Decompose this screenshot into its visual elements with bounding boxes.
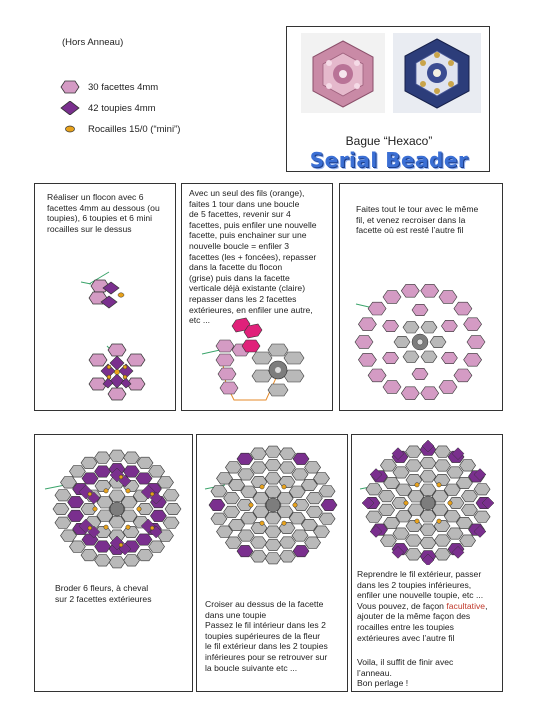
grey-facet-bead	[238, 530, 254, 541]
grey-facet-bead	[149, 541, 165, 552]
grey-facet-bead	[265, 526, 281, 537]
step-text-6-closing: Voila, il suffit de finir avec l’anneau. Bon perlage !	[357, 657, 454, 689]
step-text-5: Croiser au dessus de la facette dans une toupie Passez le fil intérieur dans les 2 toupies supérieures de la fleur le fil extérieur dans les 2 toupies inférieures pour se retrouver sur la boucle suivante etc ...	[205, 599, 328, 673]
orange-rocaille-bead	[137, 507, 141, 511]
grey-facet-bead	[217, 473, 233, 484]
grey-facet-bead	[379, 490, 395, 501]
center-bead	[421, 496, 435, 510]
pink-facet-bead	[412, 304, 428, 315]
grey-facet-bead	[124, 555, 140, 566]
grey-facet-bead	[137, 457, 153, 468]
grey-facet-bead	[474, 511, 490, 522]
grey-facet-bead	[61, 477, 77, 488]
grey-facet-bead	[380, 460, 396, 471]
grey-facet-bead	[224, 506, 240, 517]
center-bead	[110, 502, 124, 516]
pink-facet-bead	[421, 284, 439, 297]
legend-label: 42 toupies 4mm	[88, 102, 156, 114]
grey-facet-bead	[314, 526, 330, 537]
grey-facet-bead	[444, 484, 460, 495]
grey-facet-bead	[306, 492, 322, 503]
orange-rocaille-bead	[293, 503, 297, 507]
step-text-4: Broder 6 fleurs, à cheval sur 2 facettes extérieures	[55, 583, 152, 604]
pink-facet-bead	[383, 320, 399, 331]
grey-facet-bead	[384, 477, 400, 488]
purple-toupie-bead	[237, 545, 253, 556]
purple-toupie-bead	[321, 499, 337, 510]
legend-label: Rocailles 15/0 (“mini”)	[88, 123, 181, 135]
center-bead	[266, 498, 280, 512]
grey-facet-bead	[406, 549, 422, 560]
grey-facet-bead	[225, 462, 241, 473]
pink-facet-bead	[358, 353, 376, 366]
grey-facet-bead	[109, 450, 125, 461]
title-box	[286, 26, 490, 172]
grey-facet-bead	[394, 336, 410, 347]
grey-facet-bead	[251, 462, 267, 473]
pink-facet-bead	[439, 291, 457, 304]
purple-toupie-icon	[60, 101, 80, 115]
grey-facet-bead	[251, 522, 267, 533]
grey-facet-bead	[229, 479, 245, 490]
pink-facet-bead	[383, 291, 401, 304]
grey-facet-bead	[421, 351, 437, 362]
legend-item-facette	[60, 80, 158, 94]
step-text-2: Avec un seul des fils (orange), faites 1 tour dans une boucle de 5 facettes, revenir sur 4 facettes, puis enfiler une nouvelle facette, puis enchainer sur une nouvelle boucle = enfiler 3 facettes (les + foncées), repasser dans la facette du flocon (grise) puis dans la facette verticale déjà existante (claire) repasser dans les 2 facettes extérieures, en enfiler une autre, etc ...	[189, 188, 317, 326]
step-5-diagram	[203, 439, 343, 571]
pink-facet-bead	[358, 318, 376, 331]
grey-facet-bead	[69, 541, 85, 552]
grey-facet-bead	[279, 537, 295, 548]
grey-facet-bead	[265, 473, 281, 484]
grey-facet-bead	[406, 446, 422, 457]
purple-toupie-bead	[68, 496, 84, 507]
grey-facet-bead	[435, 549, 451, 560]
grey-facet-bead	[279, 462, 295, 473]
step-box-6	[351, 434, 503, 692]
grey-facet-bead	[163, 517, 179, 528]
grey-facet-bead	[280, 551, 296, 562]
grey-facet-bead	[265, 553, 281, 564]
grey-facet-bead	[81, 549, 97, 560]
ring-caption: Bague “Hexaco”	[345, 134, 433, 148]
grey-facet-bead	[251, 551, 267, 562]
grey-facet-bead	[434, 474, 450, 485]
grey-facet-bead	[69, 466, 85, 477]
grey-facet-bead	[406, 474, 422, 485]
step-box-1	[34, 183, 176, 411]
grey-facet-bead	[137, 549, 153, 560]
orange-rocaille-bead	[126, 489, 130, 493]
thread-line	[45, 485, 65, 489]
grey-facet-bead	[225, 537, 241, 548]
grey-facet-bead	[265, 539, 281, 550]
step-text-6: Reprendre le fil extérieur, passer dans les 2 toupies inférieures, enfiler une nouvelle toupie, etc ... Vous pouvez, de façon facultative, ajouter de la même façon des rocailles entre les toupies extérieures avec l’autre fil	[357, 569, 488, 643]
pink-facet-bead	[368, 302, 386, 315]
grey-facet-bead	[420, 537, 436, 548]
pink-facet-bead	[441, 352, 457, 363]
grey-facet-bead	[55, 517, 71, 528]
grey-facet-bead	[319, 486, 335, 497]
purple-toupie-bead	[293, 545, 309, 556]
grey-facet-bead	[406, 520, 422, 531]
purple-toupie-bead	[136, 534, 152, 545]
grey-facet-bead	[420, 471, 436, 482]
grey-facet-bead	[211, 513, 227, 524]
hors-anneau-note: (Hors Anneau)	[62, 37, 124, 48]
pink-facet-bead	[401, 387, 419, 400]
orange-rocaille-bead	[404, 501, 408, 505]
pink-facet-bead	[421, 387, 439, 400]
blue-ring-photo	[393, 33, 481, 113]
purple-toupie-bead	[293, 453, 309, 464]
step-6-diagram	[358, 439, 498, 565]
grey-facet-bead	[460, 460, 476, 471]
legend-label: 30 facettes 4mm	[88, 81, 159, 93]
step-text-3: Faites tout le tour avec le même fil, et venez recroiser dans la facette où est resté l’autre fil	[356, 204, 479, 236]
purple-toupie-bead	[237, 453, 253, 464]
grey-facet-bead	[279, 476, 295, 487]
serial-beader-logo: Serial Beader	[309, 148, 469, 172]
grey-facet-bead	[301, 479, 317, 490]
legend-item-rocaille	[60, 122, 180, 136]
grey-facet-bead	[95, 452, 111, 463]
grey-facet-bead	[403, 322, 419, 333]
grey-facet-bead	[461, 490, 477, 501]
grey-facet-bead	[265, 459, 281, 470]
step-2-diagram	[186, 314, 332, 408]
pink-facet-bead	[454, 302, 472, 315]
pink-facet-bead	[467, 336, 485, 349]
grey-facet-bead	[447, 528, 463, 539]
orange-rocaille-bead	[415, 483, 419, 487]
step-3-ring-diagram	[352, 280, 496, 408]
grey-facet-bead	[319, 513, 335, 524]
pink-facet-icon	[60, 80, 80, 94]
grey-facet-bead	[403, 351, 419, 362]
pink-facet-bead	[401, 284, 419, 297]
grey-facet-bead	[301, 519, 317, 530]
orange-rocaille-bead	[93, 507, 97, 511]
facultative-highlight: facultative	[446, 600, 486, 611]
grey-facet-bead	[435, 446, 451, 457]
orange-rocaille-bead	[415, 519, 419, 523]
grey-facet-bead	[124, 452, 140, 463]
step-text-1: Réaliser un flocon avec 6 facettes 4mm au dessous (ou toupies), 6 toupies et 6 mini rocailles sur le dessus	[47, 192, 160, 234]
grey-facet-bead	[149, 466, 165, 477]
grey-facet-bead	[421, 322, 437, 333]
center-hole	[417, 339, 423, 345]
grey-facet-bead	[406, 535, 422, 546]
grey-facet-bead	[430, 336, 446, 347]
grey-facet-bead	[53, 503, 69, 514]
orange-rocaille-bead	[126, 525, 130, 529]
grey-facet-bead	[406, 460, 422, 471]
orange-rocaille-bead	[448, 501, 452, 505]
grey-facet-bead	[366, 511, 382, 522]
grey-facet-bead	[460, 535, 476, 546]
pink-facet-bead	[355, 336, 373, 349]
pink-facet-bead	[464, 318, 482, 331]
grey-facet-bead	[265, 486, 281, 497]
orange-rocaille-bead	[104, 489, 108, 493]
grey-facet-bead	[279, 522, 295, 533]
grey-facet-bead	[434, 520, 450, 531]
purple-toupie-bead	[150, 510, 166, 521]
grey-facet-bead	[393, 528, 409, 539]
grey-facet-bead	[81, 457, 97, 468]
grey-facet-bead	[95, 480, 111, 491]
grey-facet-bead	[456, 477, 472, 488]
orange-rocaille-bead	[119, 543, 123, 547]
pink-facet-bead	[368, 369, 386, 382]
grey-facet-bead	[384, 517, 400, 528]
grey-facet-bead	[396, 484, 412, 495]
orange-rocaille-icon	[60, 122, 80, 136]
grey-facet-bead	[420, 524, 436, 535]
step-box-3	[339, 183, 503, 411]
purple-toupie-bead	[82, 473, 98, 484]
purple-toupie-bead	[209, 499, 225, 510]
orange-rocaille-bead	[88, 492, 92, 496]
grey-facet-bead	[447, 467, 463, 478]
orange-rocaille-bead	[260, 521, 264, 525]
grey-facet-bead	[265, 446, 281, 457]
orange-rocaille-bead	[260, 485, 264, 489]
orange-rocaille-bead	[150, 526, 154, 530]
grey-facet-bead	[456, 517, 472, 528]
grey-facet-bead	[229, 519, 245, 530]
purple-toupie-bead	[136, 473, 152, 484]
grey-facet-bead	[251, 476, 267, 487]
grey-facet-bead	[306, 506, 322, 517]
grey-facet-bead	[434, 460, 450, 471]
pink-facet-bead	[412, 368, 428, 379]
orange-rocaille-bead	[282, 485, 286, 489]
grey-facet-bead	[420, 457, 436, 468]
step-1-diagram	[79, 262, 169, 402]
pink-facet-bead	[441, 320, 457, 331]
orange-rocaille-bead	[437, 519, 441, 523]
grey-facet-bead	[380, 535, 396, 546]
orange-rocaille-bead	[249, 503, 253, 507]
step-box-2	[181, 183, 333, 411]
legend-item-toupie	[60, 101, 156, 115]
grey-facet-bead	[434, 535, 450, 546]
grey-facet-bead	[292, 530, 308, 541]
grey-facet-bead	[474, 484, 490, 495]
grey-facet-bead	[305, 537, 321, 548]
grey-facet-bead	[238, 469, 254, 480]
grey-facet-bead	[420, 484, 436, 495]
grey-facet-bead	[251, 448, 267, 459]
pink-facet-bead	[383, 352, 399, 363]
orange-rocaille-bead	[88, 526, 92, 530]
grey-facet-bead	[289, 486, 305, 497]
grey-facet-bead	[163, 490, 179, 501]
step-4-diagram	[43, 439, 189, 579]
orange-rocaille-bead	[437, 483, 441, 487]
grey-facet-bead	[292, 469, 308, 480]
grey-facet-bead	[461, 504, 477, 515]
grey-facet-bead	[305, 462, 321, 473]
grey-facet-bead	[55, 490, 71, 501]
orange-rocaille-bead	[104, 525, 108, 529]
grey-facet-bead	[224, 492, 240, 503]
grey-facet-bead	[280, 448, 296, 459]
purple-toupie-bead	[95, 541, 111, 552]
purple-toupie-bead	[95, 466, 111, 477]
pink-ring-photo	[301, 33, 385, 113]
step-box-4	[34, 434, 193, 692]
pink-facet-bead	[383, 381, 401, 394]
pink-facet-bead	[464, 353, 482, 366]
purple-toupie-bead	[68, 510, 84, 521]
grey-facet-bead	[109, 557, 125, 568]
grey-facet-bead	[123, 526, 139, 537]
orange-rocaille-bead	[119, 475, 123, 479]
grey-facet-bead	[379, 504, 395, 515]
grey-facet-bead	[165, 503, 181, 514]
grey-facet-bead	[109, 490, 125, 501]
pink-facet-bead	[439, 381, 457, 394]
orange-rocaille-bead	[282, 521, 286, 525]
step-box-5	[196, 434, 348, 692]
grey-facet-bead	[251, 537, 267, 548]
orange-rocaille-bead	[150, 492, 154, 496]
grey-facet-bead	[95, 555, 111, 566]
grey-facet-bead	[241, 486, 257, 497]
grey-facet-bead	[393, 467, 409, 478]
pink-facet-bead	[454, 369, 472, 382]
